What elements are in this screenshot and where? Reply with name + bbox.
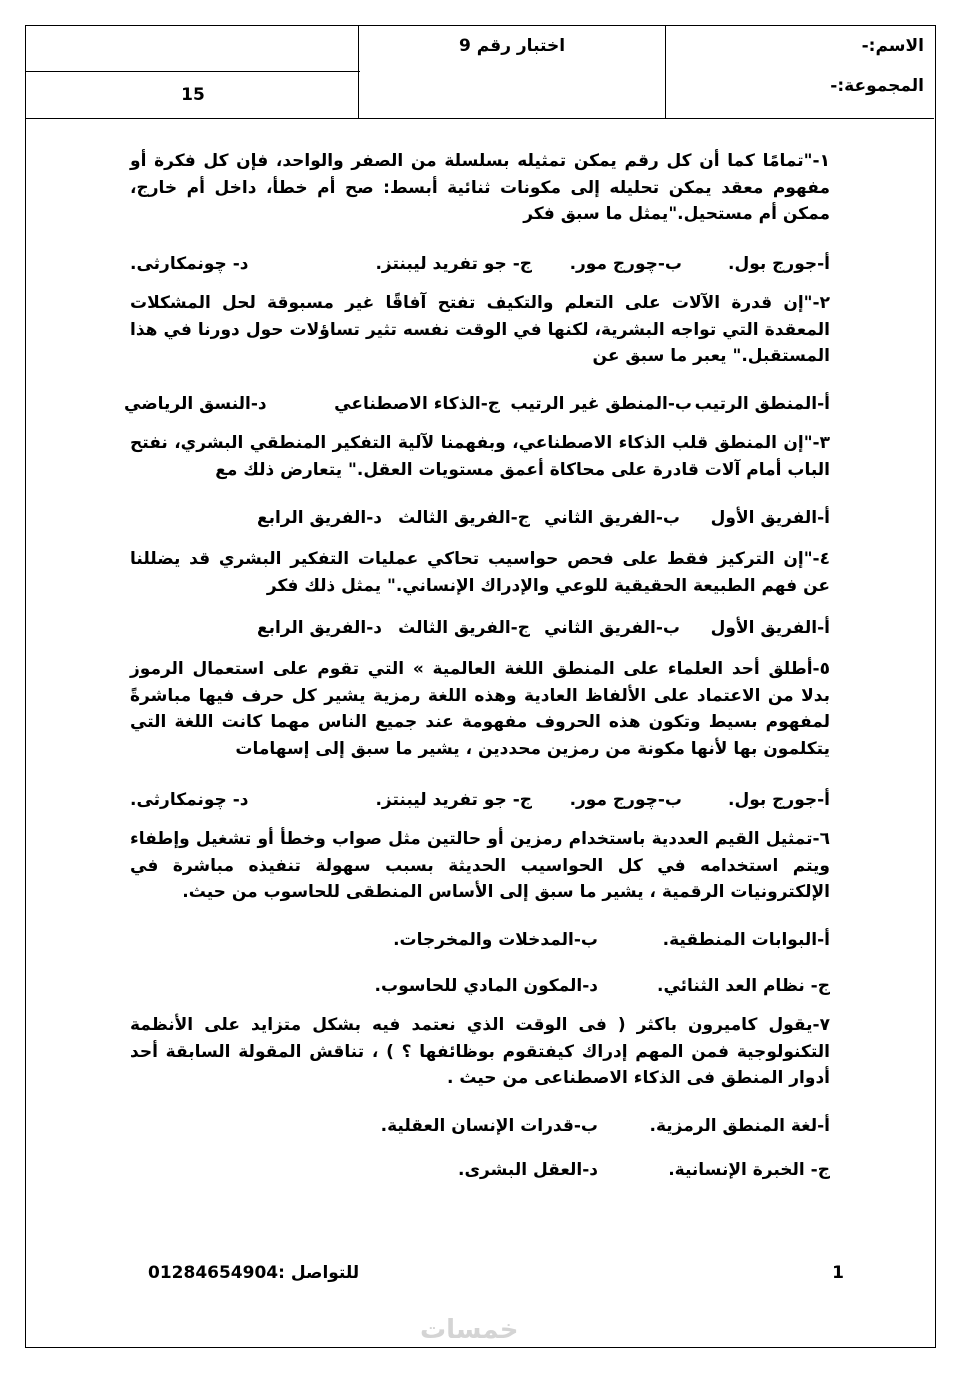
option-b: ب-المدخلات والمخرجات.: [393, 930, 598, 950]
option-c: ج- الخبرة الإنسانية.: [668, 1160, 830, 1180]
option-a: أ-المنطق الرتيب: [694, 394, 830, 414]
option-a: أ-البوابات المنطقية.: [662, 930, 830, 950]
option-d: د- چونمكارثى.: [130, 254, 249, 274]
option-c: ج- نظام العد الثنائي.: [657, 976, 830, 996]
option-c: ج- جو تفريد ليبنتز.: [375, 790, 532, 810]
page-number: 1: [832, 1263, 844, 1283]
question-1: ١-"تمامًا كما أن كل رقم يمكن تمثيله بسلسلة من الصفر والواحد، فإن كل فكرة أو مفهوم معقد يمكن تحليله إلى مكونات ثنائية أبسط: صح أم خطأ، داخل أم خارج، ممكن أم مستحيل."يمثل ما سبق فكر: [130, 151, 830, 224]
option-d: د-الفريق الرابع: [256, 508, 382, 528]
question-7: ٧-يقول كاميرون باكثر ( فى الوقت الذي نعتمد فيه بشكل متزايد على الأنظمة التكنولوجية فمن المهم إدراك كيفتقوم بوظائفها ؟ ) ، تناقش المقولة السابقة أحد أدوار المنطق فى الذكاء الاصطناعى من حيث .: [130, 1015, 830, 1088]
score-total: 15: [181, 84, 205, 105]
watermark: خمسات: [420, 1315, 519, 1345]
question-2-options: [124, 394, 830, 420]
header-table: [26, 26, 934, 118]
name-label: الاسم:-: [861, 36, 924, 56]
option-d: د-الفريق الرابع: [256, 618, 382, 638]
question-3: ٣-"إن المنطق قلب الذكاء الاصطناعي، وبفهمنا لآلية التفكير المنطقي البشري، نفتح الباب أمام آلات قادرة على محاكاة أعمق مستويات العقل." يتعارض ذلك مع: [130, 433, 830, 480]
question-6-options-row2: [130, 976, 830, 1002]
option-b: ب-المنطق غير الرتيب: [510, 394, 692, 414]
option-d: د-العقل البشرى.: [458, 1160, 598, 1180]
score-blank: [26, 26, 360, 72]
option-a: أ-جورج بول.: [728, 254, 830, 274]
option-d: د-المكون المادي للحاسوب.: [374, 976, 598, 996]
header-divider: [26, 118, 934, 119]
option-b: ب-الفريق الثاني: [544, 618, 680, 638]
contact-info: للتواصل :01284654904: [148, 1263, 360, 1283]
option-c: ج-الذكاء الاصطناعي: [334, 394, 500, 414]
question-5-options: [130, 790, 830, 816]
option-a: أ-جورج بول.: [728, 790, 830, 810]
question-4-options: [130, 618, 830, 644]
question-2: ٢-"إن قدرة الآلات على التعلم والتكيف تفتح آفاقًا غير مسبوقة لحل المشكلات المعقدة التي تواجه البشرية، لكنها في الوقت نفسه تثير تساؤلات حول دورنا في هذا المستقبل." يعبر ما سبق عن: [130, 293, 830, 366]
option-b: ب-چورج مور.: [569, 254, 682, 274]
option-b: ب-چورج مور.: [569, 790, 682, 810]
option-d: د-النسق الرياضي: [124, 394, 267, 414]
option-a: أ-الفريق الأول: [710, 508, 830, 528]
score-cell: [26, 26, 360, 118]
question-7-options-row1: [130, 1116, 830, 1142]
test-title-cell: [358, 26, 666, 118]
student-info-cell: [666, 26, 934, 118]
option-a: أ-الفريق الأول: [710, 618, 830, 638]
question-6-options-row1: [130, 930, 830, 956]
option-c: ج-الفريق الثالث: [398, 618, 530, 638]
question-4: ٤-"إن التركيز فقط على فحص حواسيب تحاكي عمليات التفكير البشري قد يضللنا عن فهم الطبيعة الحقيقية للوعي والإدراك الإنساني." يمثل ذلك فكر: [130, 549, 830, 596]
option-b: ب-الفريق الثاني: [544, 508, 680, 528]
option-b: ب-قدرات الإنسان العقلية.: [380, 1116, 598, 1136]
group-label: المجموعة:-: [830, 76, 924, 96]
question-1-options: [130, 254, 830, 280]
question-5: ٥-أطلق أحد العلماء على المنطق اللغة العالمية » التي تقوم على استعمال الرموز بدلا من الاعتماد على الألفاظ العادية وهذه اللغة رمزية يشير كل حرف فيها مباشرةً لمفهوم بسيط وتكون هذه الحروف مفهومة عند جميع الناس مهما كانت اللغة التي يتكلمون بها لأنها مكونة من رمزين محددين ، يشير ما سبق إلى إسهامات: [130, 659, 830, 759]
option-c: ج-الفريق الثالث: [398, 508, 530, 528]
question-6: ٦-تمثيل القيم العددية باستخدام رمزين أو حالتين مثل صواب وخطأ أو تشغيل وإطفاء ويتم استخدامه في كل الحواسيب الحديثة بسبب سهولة تنفيذه مباشرة في الإلكترونيات الرقمية ، يشير ما سبق إلى الأساس المنطقى للحاسوب من حيث.: [130, 829, 830, 902]
option-c: ج- جو تفريد ليبنتز.: [375, 254, 532, 274]
question-7-options-row2: [130, 1160, 830, 1186]
option-d: د- چونمكارثى.: [130, 790, 249, 810]
question-3-options: [130, 508, 830, 534]
test-title: اختبار رقم 9: [458, 36, 566, 56]
option-a: أ-لغة المنطق الرمزية.: [649, 1116, 830, 1136]
